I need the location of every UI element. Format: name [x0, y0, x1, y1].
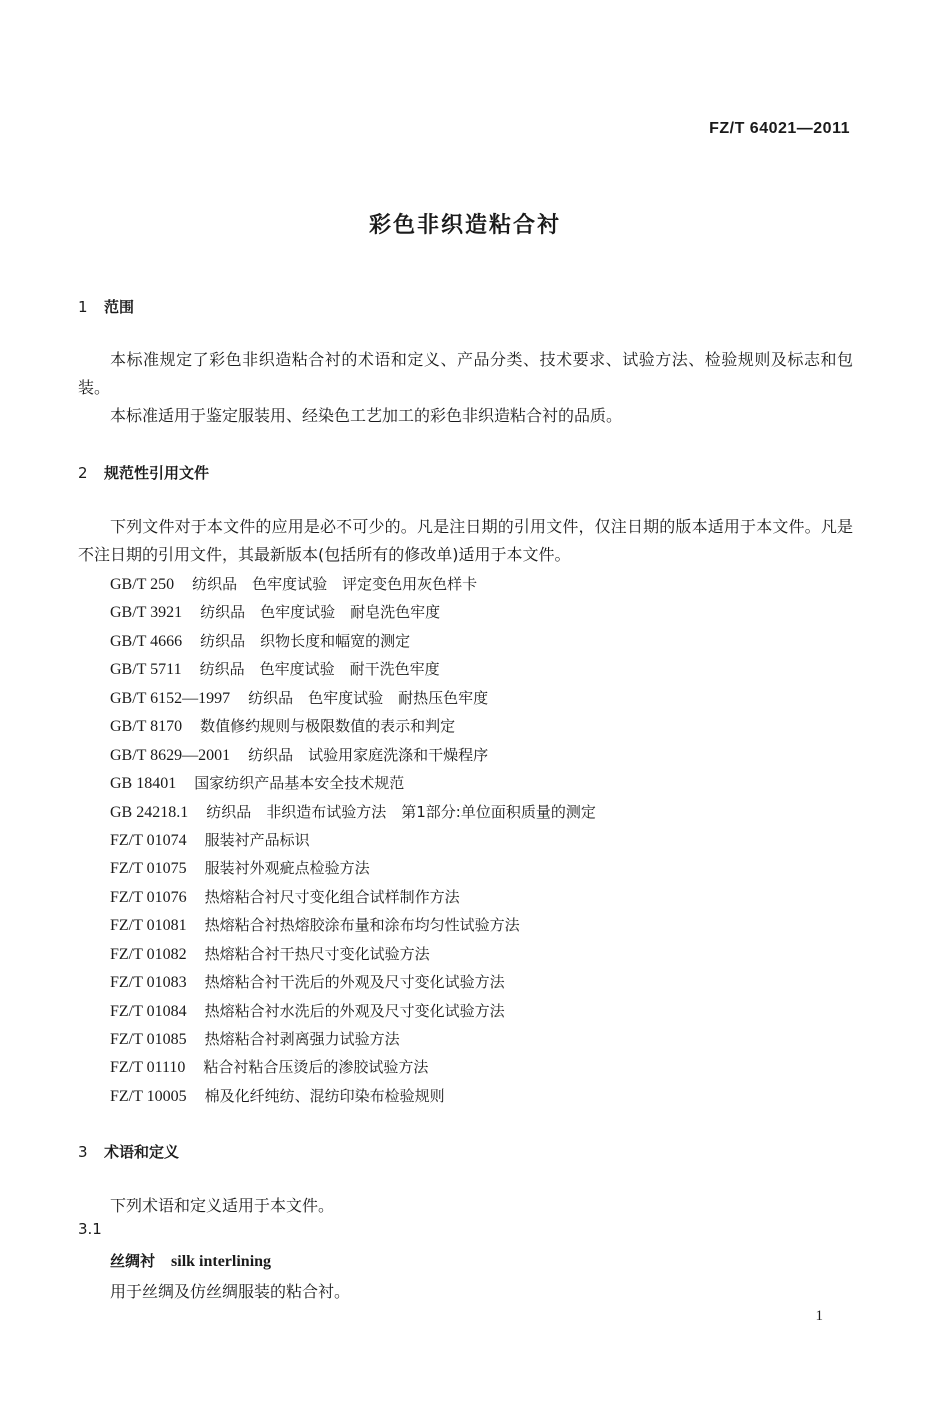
reference-code: GB/T 4666 [110, 632, 183, 650]
reference-item [110, 655, 596, 683]
reference-item [110, 883, 596, 911]
section-1-heading [78, 296, 134, 317]
term-definition: 用于丝绸及仿丝绸服装的粘合衬。 [110, 1282, 351, 1301]
term-chinese: 丝绸衬 [110, 1252, 156, 1270]
reference-item [110, 570, 596, 598]
references-intro: 下列文件对于本文件的应用是必不可少的。凡是注日期的引用文件，仅注日期的版本适用于本文件。凡是不注日期的引用文件，其最新版本(包括所有的修改单)适用于本文件。 [78, 517, 853, 564]
reference-code: GB/T 250 [110, 576, 175, 593]
reference-item [110, 1053, 596, 1081]
document-title: 彩色非织造粘合衬 [368, 213, 561, 238]
reference-title: 服装衬外观疵点检验方法 [204, 859, 370, 878]
terms-intro: 下列术语和定义适用于本文件。 [110, 1196, 335, 1215]
reference-title: 粘合衬粘合压烫后的渗胶试验方法 [203, 1058, 429, 1077]
section-1-title: 范围 [104, 298, 135, 316]
reference-code: GB 24218.1 [110, 803, 189, 821]
reference-code: FZ/T 01074 [110, 831, 187, 849]
reference-item [110, 1025, 596, 1053]
reference-item [110, 712, 596, 740]
page-number: 1 [815, 1308, 823, 1324]
section-2-number: 2 [78, 464, 88, 482]
section-3-heading [78, 1141, 179, 1162]
reference-item [110, 627, 596, 655]
reference-code: GB 18401 [110, 775, 177, 793]
section-3-title: 术语和定义 [104, 1143, 180, 1161]
clause-number: 3.1 [78, 1220, 102, 1238]
reference-title: 纺织品 色牢度试验 耐皂洗色牢度 [200, 603, 441, 622]
reference-code: FZ/T 01075 [110, 860, 187, 878]
reference-title: 热熔粘合衬剥离强力试验方法 [204, 1030, 400, 1048]
reference-title: 纺织品 非织造布试验方法 第1部分:单位面积质量的测定 [206, 802, 596, 821]
reference-title: 棉及化纤纯纺、混纺印染布检验规则 [204, 1086, 445, 1105]
reference-code: GB/T 8629—2001 [110, 746, 231, 764]
reference-title: 纺织品 试验用家庭洗涤和干燥程序 [248, 745, 489, 764]
section-2-title: 规范性引用文件 [104, 464, 210, 482]
reference-code: FZ/T 01076 [110, 888, 187, 906]
reference-title: 热熔粘合衬干洗后的外观及尺寸变化试验方法 [204, 973, 505, 992]
reference-title: 热熔粘合衬干热尺寸变化试验方法 [204, 944, 430, 963]
reference-code: FZ/T 10005 [110, 1087, 187, 1105]
reference-item [110, 997, 596, 1025]
reference-code: FZ/T 01085 [110, 1031, 187, 1048]
reference-code: FZ/T 01110 [110, 1059, 186, 1077]
reference-item [110, 598, 596, 626]
reference-title: 纺织品 色牢度试验 耐热压色牢度 [248, 688, 489, 707]
reference-title: 热熔粘合衬水洗后的外观及尺寸变化试验方法 [204, 1001, 505, 1020]
reference-code: FZ/T 01083 [110, 974, 187, 992]
reference-code: GB/T 5711 [110, 661, 182, 679]
reference-title: 热熔粘合衬热熔胶涂布量和涂布均匀性试验方法 [204, 916, 520, 935]
reference-item [110, 968, 596, 996]
scope-paragraph-2: 本标准适用于鉴定服装用、经染色工艺加工的彩色非织造粘合衬的品质。 [110, 406, 623, 425]
reference-item [110, 684, 596, 712]
reference-item [110, 769, 596, 797]
standard-code: FZ/T 64021—2011 [709, 120, 850, 137]
reference-code: FZ/T 01081 [110, 917, 187, 935]
reference-code: GB/T 6152—1997 [110, 689, 231, 707]
reference-code: FZ/T 01082 [110, 945, 187, 963]
reference-title: 国家纺织产品基本安全技术规范 [194, 774, 405, 793]
reference-item [110, 1082, 596, 1110]
reference-item [110, 854, 596, 882]
section-1-number: 1 [78, 298, 88, 316]
reference-item [110, 911, 596, 939]
reference-item [110, 826, 596, 854]
reference-title: 热熔粘合衬尺寸变化组合试样制作方法 [204, 887, 460, 906]
reference-code: FZ/T 01084 [110, 1002, 187, 1020]
reference-code: GB/T 8170 [110, 718, 183, 736]
section-3-number: 3 [78, 1143, 88, 1161]
section-2-heading [78, 462, 209, 483]
reference-item [110, 741, 596, 769]
reference-title: 纺织品 色牢度试验 评定变色用灰色样卡 [192, 575, 478, 593]
reference-item [110, 940, 596, 968]
term-english: silk interlining [171, 1253, 272, 1270]
reference-title: 服装衬产品标识 [204, 830, 310, 849]
term-entry [110, 1250, 271, 1271]
reference-list [110, 570, 596, 1110]
reference-title: 纺织品 织物长度和幅宽的测定 [200, 631, 411, 650]
scope-paragraph-1: 本标准规定了彩色非织造粘合衬的术语和定义、产品分类、技术要求、试验方法、检验规则及标志和包装。 [78, 350, 853, 397]
reference-item [110, 798, 596, 826]
reference-title: 数值修约规则与极限数值的表示和判定 [200, 717, 456, 736]
reference-title: 纺织品 色牢度试验 耐干洗色牢度 [199, 660, 440, 679]
reference-code: GB/T 3921 [110, 604, 183, 622]
